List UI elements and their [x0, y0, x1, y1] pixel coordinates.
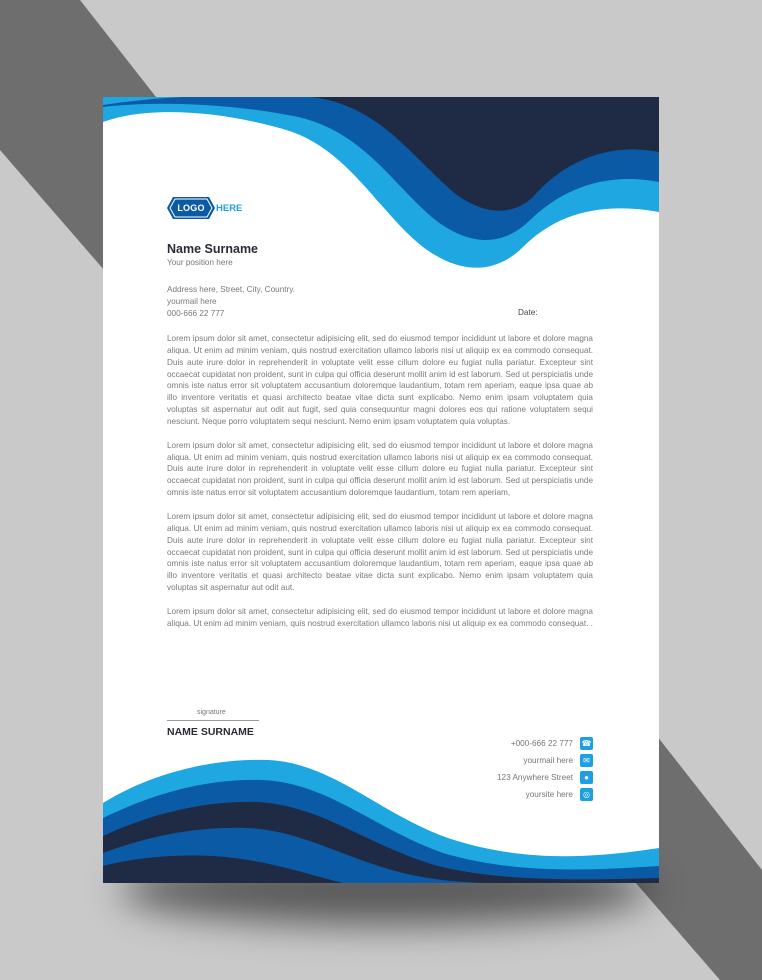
sender-name: Name Surname: [167, 242, 259, 256]
letterhead-page: [103, 97, 659, 883]
contact-email-text: yourmail here: [523, 756, 573, 765]
logo-suffix: HERE: [216, 202, 243, 214]
letter-body: [167, 333, 593, 642]
address-line: Address here, Street, City, Country.: [167, 285, 296, 294]
body-paragraph: Lorem ipsum dolor sit amet, consectetur adipisicing elit, sed do eiusmod tempor incididunt ut labore et dolore magna aliqua. Ut enim ad minim veniam, quis nostrud exercitation ullamco laboris nisi ut aliquip ex ea commodo consequat. Duis aute irure dolor in reprehenderit in voluptate velit esse cillum dolore eu fugiat nulla pariatur. Excepteur sint occaecat cupidatat non proident, sunt in culpa qui officia deserunt mollit anim id est laborum. Sed ut perspiciatis unde omnis iste natus error sit voluptatem accusantium doloremque laudantium, totam rem aperiam,: [167, 440, 593, 498]
signature-label: signature: [197, 709, 226, 716]
contact-website-text: yoursite here: [525, 790, 573, 799]
company-logo: [167, 197, 242, 219]
bottom-wave-decoration: [103, 758, 659, 883]
date-label: Date:: [518, 308, 538, 317]
address-phone: 000-666 22 777: [167, 309, 225, 318]
body-paragraph: Lorem ipsum dolor sit amet, consectetur adipisicing elit, sed do eiusmod tempor incididunt ut labore et dolore magna aliqua. Ut enim ad minim veniam, quis nostrud exercitation ullamco laboris nisi ut aliquip ex ea commodo consequat. .: [167, 606, 593, 628]
body-paragraph: Lorem ipsum dolor sit amet, consectetur adipisicing elit, sed do eiusmod tempor incididunt ut labore et dolore magna aliqua. Ut enim ad minim veniam, quis nostrud exercitation ullamco laboris nisi ut aliquip ex ea commodo consequat. Duis aute irure dolor in reprehenderit in voluptate velit esse cillum dolore eu fugiat nulla pariatur. Excepteur sint occaecat cupidatat non proident, sunt in culpa qui officia deserunt mollit anim id est laborum. Sed ut perspiciatis unde omnis iste natus error sit voluptatem accusantium doloremque laudantium, totam rem aperiam, eaque ipsa quae ab illo inventore veritatis et quasi architecto beatae vitae dicta sunt explicabo. Nemo enim ipsam voluptatem quia voluptas sit aspernatur aut odit aut.: [167, 511, 593, 593]
logo-text: LOGO: [177, 203, 205, 213]
contact-address-text: 123 Anywhere Street: [496, 773, 573, 782]
address-email: yourmail here: [167, 297, 217, 306]
mail-icon: ✉: [580, 754, 593, 767]
globe-icon: ◎: [580, 788, 593, 801]
signature-name: NAME SURNAME: [167, 726, 254, 738]
body-paragraph: Lorem ipsum dolor sit amet, consectetur adipisicing elit, sed do eiusmod tempor incididunt ut labore et dolore magna aliqua. Ut enim ad minim veniam, quis nostrud exercitation ullamco laboris nisi ut aliquip ex ea commodo consequat. Duis aute irure dolor in reprehenderit in voluptate velit esse cillum dolore eu fugiat nulla pariatur. Excepteur sint occaecat cupidatat non proident, sunt in culpa qui officia deserunt mollit anim id est laborum. Sed ut perspiciatis unde omnis iste natus error sit voluptatem accusantium doloremque laudantium, totam rem aperiam, eaque ipsa quae ab illo inventore veritatis et quasi architecto beatae vitae dicta sunt explicabo. Nemo enim ipsam voluptatem quia voluptas sit aspernatur aut odit aut fugit, sed quia consequuntur magni dolores eos qui ratione voluptatem sequi nesciunt. Neque porro voluptatem sequi nesciunt. Nemo enim ipsam voluptatem quia voluptas.: [167, 334, 593, 426]
sender-address-block: [167, 284, 295, 320]
phone-icon: ☎: [581, 739, 592, 748]
contact-phone: [511, 737, 593, 750]
location-icon: ●: [580, 771, 593, 784]
sender-position: Your position here: [167, 258, 233, 267]
contact-phone-text: +000-666 22 777: [510, 739, 573, 748]
signature-line: [167, 720, 259, 721]
logo-badge: [167, 197, 215, 219]
